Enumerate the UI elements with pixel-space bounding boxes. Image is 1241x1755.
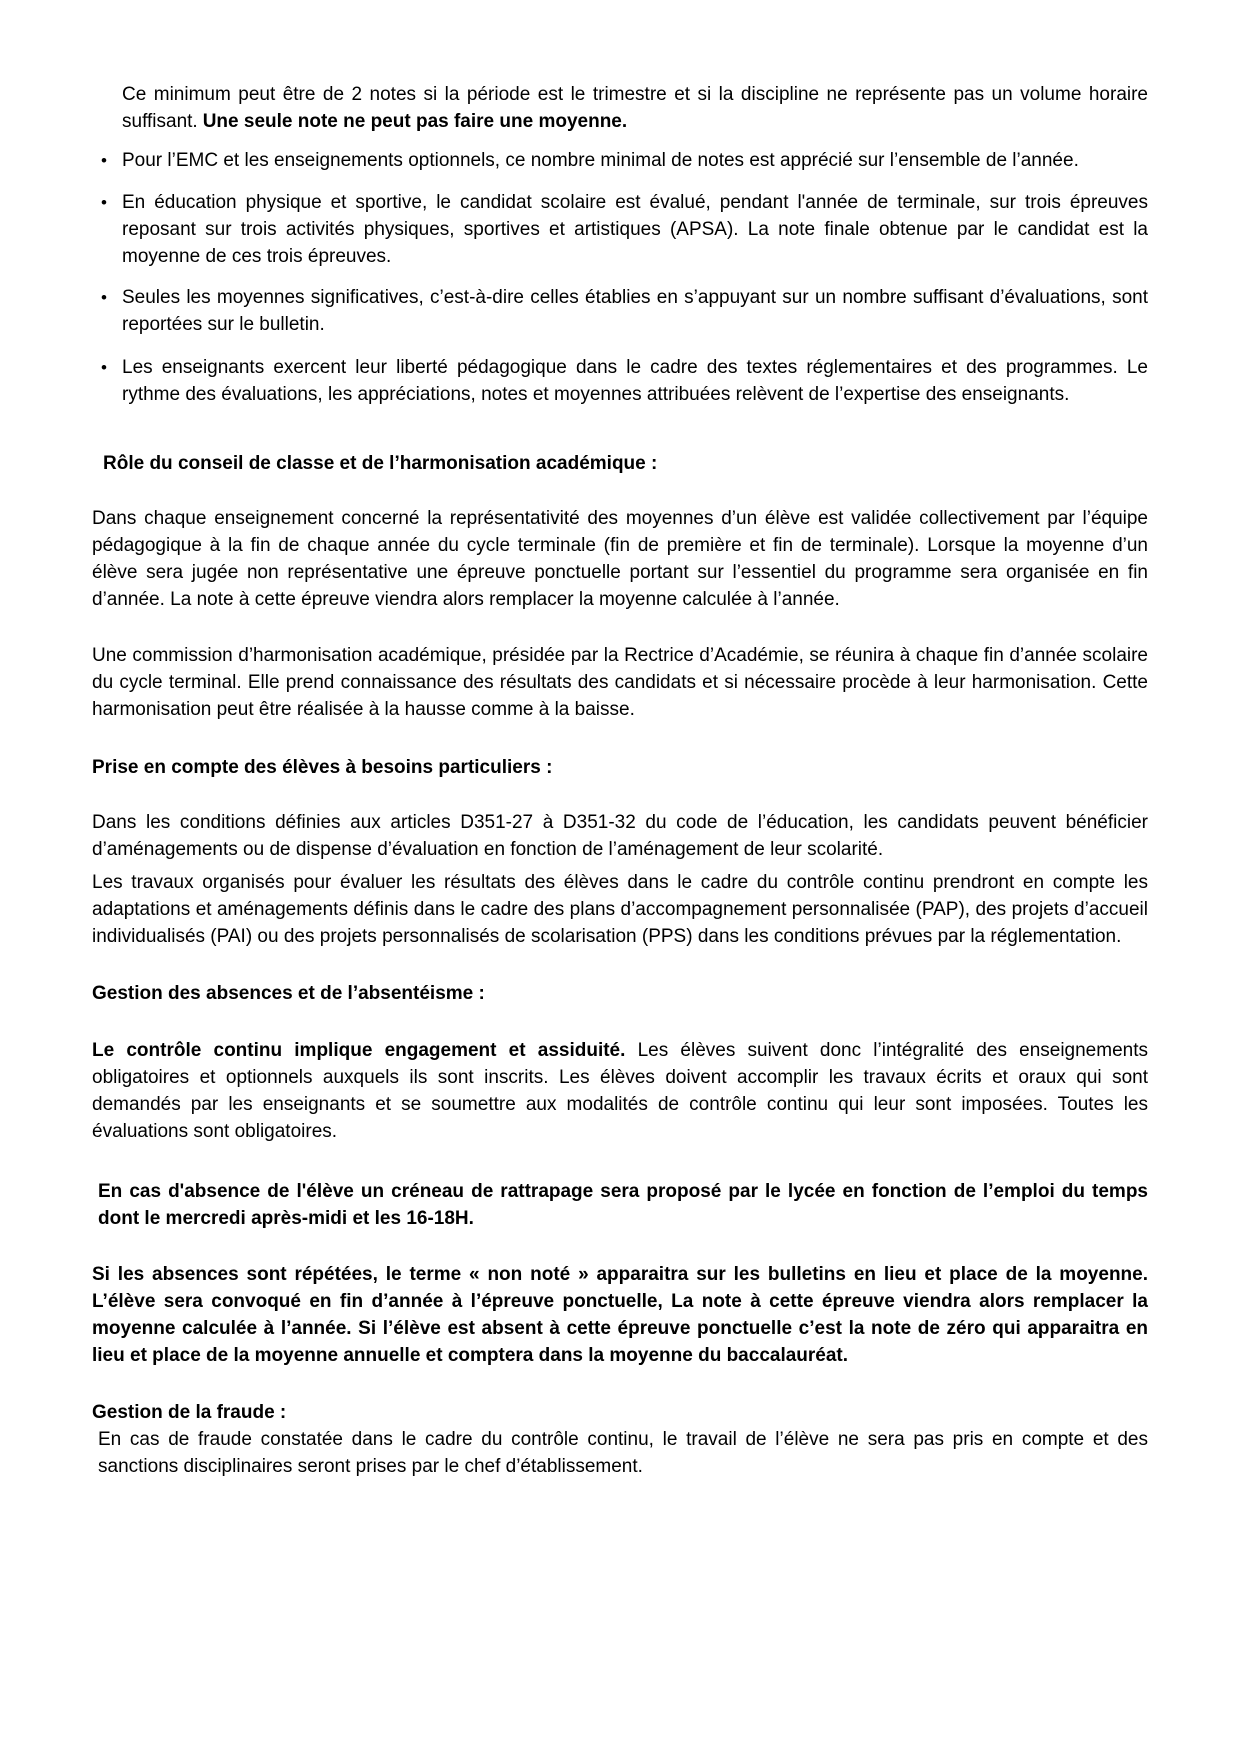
- paragraph-conseil-2: Une commission d’harmonisation académique, présidée par la Rectrice d’Académie, se réunira à chaque fin d’année scolaire du cycle terminal. Elle prend connaissance des résultats des candidats et si nécessaire procède à leur harmonisation. Cette harmonisation peut être réalisée à la hausse comme à la baisse.: [92, 645, 1148, 720]
- assiduite-bold-text: Le contrôle continu implique engagement et assiduité.: [92, 1040, 626, 1061]
- paragraph-rattrapage: En cas d'absence de l'élève un créneau de rattrapage sera proposé par le lycée en fonction de l’emploi du temps dont le mercredi après-midi et les 16-18H.: [98, 1181, 1148, 1229]
- list-item-emc: [92, 147, 1148, 174]
- bullet-text-eps: En éducation physique et sportive, le candidat scolaire est évalué, pendant l'année de terminale, sur trois épreuves reposant sur trois activités physiques, sportives et artistiques (APSA). La note finale obtenue par le candidat est la moyenne de ces trois épreuves.: [122, 192, 1148, 267]
- section-heading-absences: Gestion des absences et de l’absentéisme :: [92, 983, 485, 1004]
- bullet-text-enseignants: Les enseignants exercent leur liberté pédagogique dans le cadre des textes réglementaires et des programmes. Le rythme des évaluations, les appréciations, notes et moyennes attribuées relèvent de l’expertise des enseignants.: [122, 357, 1148, 405]
- paragraph-fraude: En cas de fraude constatée dans le cadre du contrôle continu, le travail de l’élève ne sera pas pris en compte et des sanctions disciplinaires seront prises par le chef d’établissement.: [98, 1429, 1148, 1477]
- paragraph-non-note: Si les absences sont répétées, le terme « non noté » apparaitra sur les bulletins en lieu et place de la moyenne. L’élève sera convoqué en fin d’année à l’épreuve ponctuelle, La note à cette épreuve viendra alors remplacer la moyenne calculée à l’année. Si l’élève est absent à cette épreuve ponctuelle c’est la note de zéro qui apparaitra en lieu et place de la moyenne annuelle et comptera dans la moyenne du baccalauréat.: [92, 1264, 1148, 1366]
- bullet-icon: •: [101, 358, 107, 377]
- section-heading-fraude: Gestion de la fraude :: [92, 1402, 287, 1423]
- paragraph-conseil-1: Dans chaque enseignement concerné la représentativité des moyennes d’un élève est validée collectivement par l’équipe pédagogique à la fin de chaque année du cycle terminale (fin de première et fin de terminale). Lorsque la moyenne d’un élève sera jugée non représentative une épreuve ponctuelle portant sur l’essentiel du programme sera organisée en fin d’année. La note à cette épreuve viendra alors remplacer la moyenne calculée à l’année.: [92, 508, 1148, 610]
- intro-bold-text: Une seule note ne peut pas faire une moyenne.: [202, 111, 628, 132]
- list-item-eps: [92, 189, 1148, 270]
- bullet-icon: •: [101, 288, 107, 307]
- bullet-text-moyennes: Seules les moyennes significatives, c’est-à-dire celles établies en s’appuyant sur un nombre suffisant d’évaluations, sont reportées sur le bulletin.: [122, 287, 1148, 335]
- section-heading-conseil: Rôle du conseil de classe et de l’harmonisation académique :: [103, 453, 658, 474]
- paragraph-besoins-1: Dans les conditions définies aux articles D351-27 à D351-32 du code de l’éducation, les candidats peuvent bénéficier d’aménagements ou de dispense d’évaluation en fonction de l’aménagement de leur scolarité.: [92, 812, 1148, 860]
- paragraph-assiduite: [92, 1037, 1148, 1145]
- list-item-enseignants: [92, 354, 1148, 408]
- bullet-icon: •: [101, 151, 107, 170]
- assiduite-text: Les élèves suivent donc l’intégralité des enseignements obligatoires et optionnels auxquels ils sont inscrits. Les élèves doivent accomplir les travaux écrits et oraux qui sont demandés par les enseignants et se soumettre aux modalités de contrôle continu qui leur sont imposées. Toutes les évaluations sont obligatoires.: [92, 1040, 1148, 1142]
- list-item-moyennes: [92, 284, 1148, 338]
- bullet-icon: •: [101, 193, 107, 212]
- intro-paragraph: [92, 81, 1148, 135]
- intro-text: Ce minimum peut être de 2 notes si la période est le trimestre et si la discipline ne représente pas un volume horaire suffisant.: [122, 84, 1148, 132]
- paragraph-besoins-2: Les travaux organisés pour évaluer les résultats des élèves dans le cadre du contrôle continu prendront en compte les adaptations et aménagements définis dans le cadre des plans d’accompagnement personnalisée (PAP), des projets d’accueil individualisés (PAI) ou des projets personnalisés de scolarisation (PPS) dans les conditions prévues par la réglementation.: [92, 872, 1148, 947]
- bullet-text-emc: Pour l’EMC et les enseignements optionnels, ce nombre minimal de notes est apprécié sur l’ensemble de l’année.: [122, 150, 1079, 171]
- section-heading-besoins: Prise en compte des élèves à besoins particuliers :: [92, 757, 553, 778]
